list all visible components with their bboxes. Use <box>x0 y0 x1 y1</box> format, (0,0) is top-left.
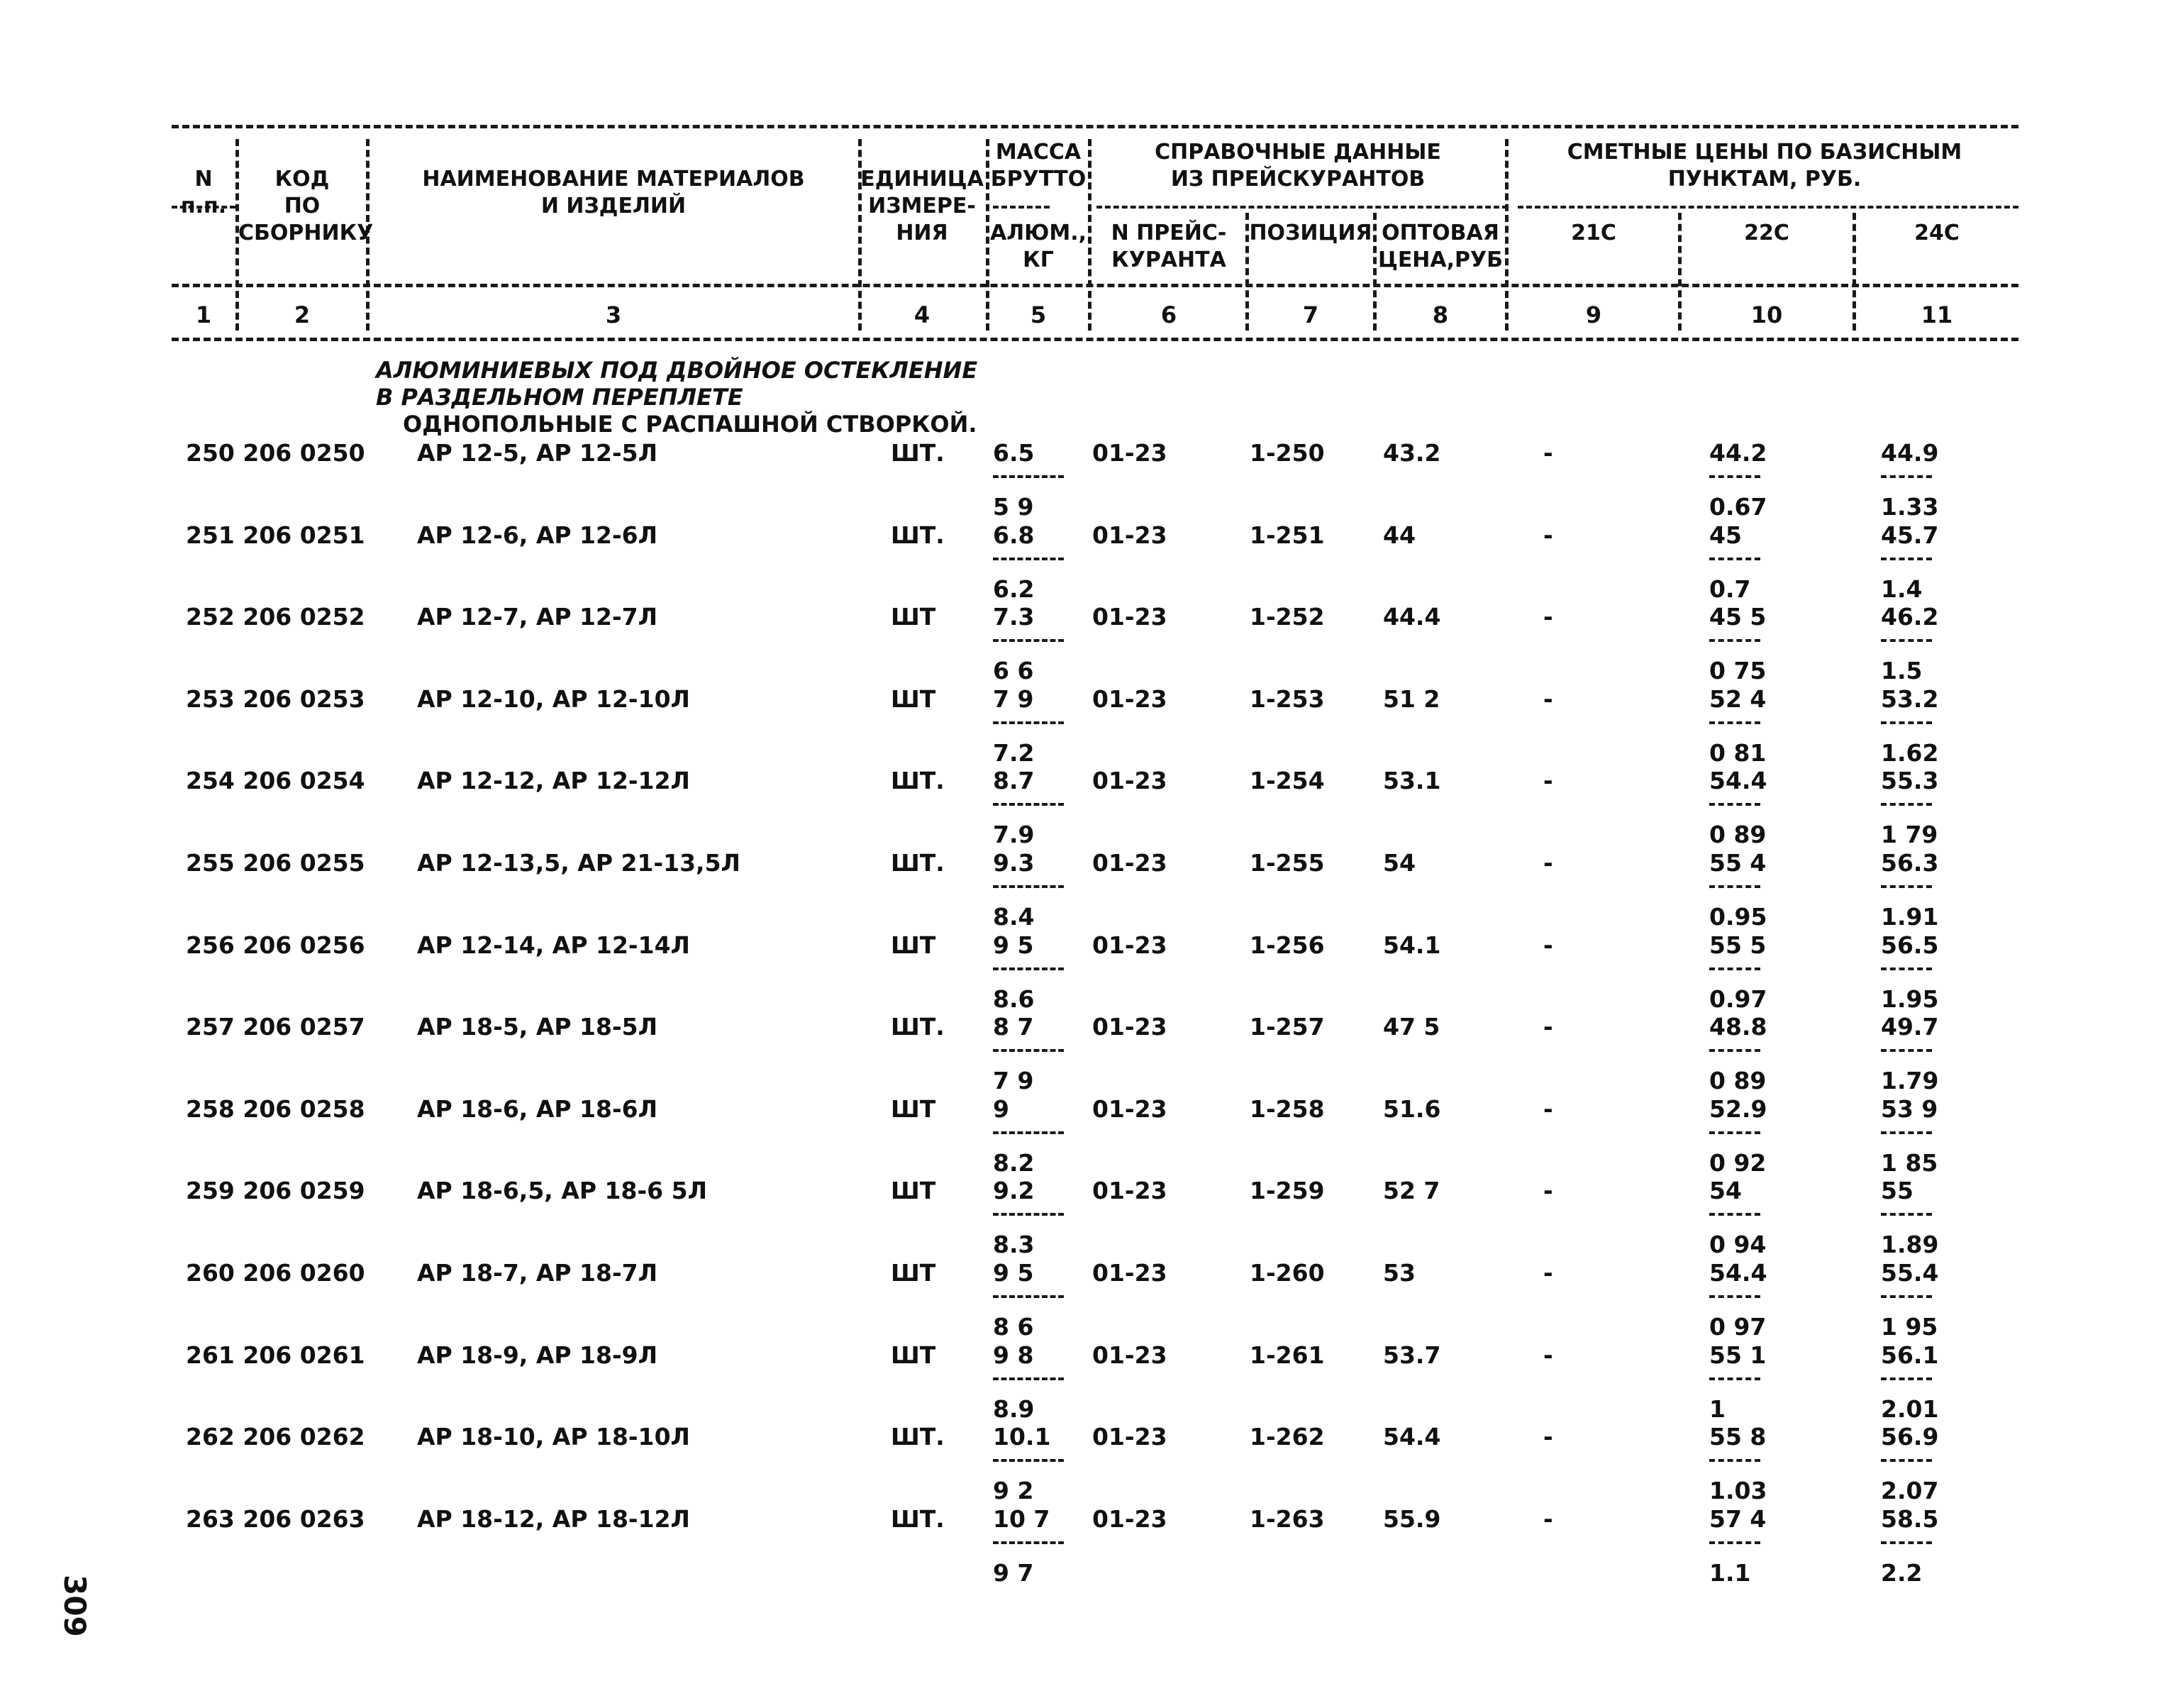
price-24c: 56.3 <box>1881 849 1939 877</box>
item-unit: ШТ <box>891 1177 936 1204</box>
col-header-21c: 21С <box>1571 221 1616 245</box>
price-22c-separator <box>1709 967 1760 970</box>
col-header-position: ПОЗИЦИЯ <box>1249 221 1372 245</box>
item-code: 256 206 0256 <box>186 931 365 959</box>
price-list-number: 01-23 <box>1092 1095 1167 1123</box>
item-code: 253 206 0253 <box>186 685 365 713</box>
price-22c-separator <box>1709 558 1760 560</box>
price-22c-separator <box>1709 1049 1760 1052</box>
wholesale-price: 53.1 <box>1383 767 1441 794</box>
price-list-number: 01-23 <box>1092 1259 1167 1287</box>
header-vrule <box>1088 139 1092 331</box>
price-22c-extra: 1.03 <box>1709 1477 1767 1504</box>
price-22c: 52.9 <box>1709 1095 1767 1123</box>
wholesale-price: 54 <box>1383 849 1416 877</box>
item-code: 252 206 0252 <box>186 603 365 631</box>
price-24c-extra: 1 95 <box>1881 1313 1938 1341</box>
price-24c-separator <box>1881 721 1932 724</box>
mass-aluminium: 8.4 <box>993 903 1035 931</box>
price-list-position: 1-251 <box>1250 521 1325 549</box>
wholesale-price: 51.6 <box>1383 1095 1441 1123</box>
mass-separator <box>993 721 1064 724</box>
price-22c: 54.4 <box>1709 1259 1767 1287</box>
price-22c-separator <box>1709 1541 1760 1544</box>
item-unit: ШТ. <box>891 521 945 549</box>
col-number: 9 <box>1585 301 1602 328</box>
price-22c: 48.8 <box>1709 1013 1767 1041</box>
mass-separator <box>993 1213 1064 1216</box>
price-list-position: 1-253 <box>1250 685 1325 713</box>
price-24c: 55.4 <box>1881 1259 1939 1287</box>
mass-aluminium: 5 9 <box>993 493 1034 521</box>
header-top-rule <box>172 125 2018 128</box>
price-24c-extra: 1.62 <box>1881 739 1939 767</box>
price-list-position: 1-252 <box>1250 603 1325 631</box>
price-24c: 44.9 <box>1881 439 1939 467</box>
price-list-number: 01-23 <box>1092 1505 1167 1533</box>
price-24c-extra: 1 79 <box>1881 821 1938 848</box>
mass-aluminium: 8.2 <box>993 1149 1035 1177</box>
mass-gross: 8 7 <box>993 1013 1034 1041</box>
item-unit: ШТ <box>891 603 936 631</box>
price-list-position: 1-257 <box>1250 1013 1325 1041</box>
item-unit: ШТ. <box>891 439 945 467</box>
col-number: 2 <box>294 301 311 328</box>
wholesale-price: 54.4 <box>1383 1423 1441 1451</box>
price-22c-extra: 0 75 <box>1709 657 1767 684</box>
item-name: АР 18-12, АР 18-12Л <box>417 1505 690 1533</box>
mass-gross: 6.8 <box>993 521 1035 549</box>
price-24c-extra: 1.89 <box>1881 1231 1939 1258</box>
col-header-22c: 22С <box>1744 221 1789 245</box>
item-code: 250 206 0250 <box>186 439 365 467</box>
price-22c-extra: 0.97 <box>1709 985 1767 1013</box>
mass-gross: 9 5 <box>993 931 1034 959</box>
wholesale-price: 43.2 <box>1383 439 1441 467</box>
item-name: АР 18-6, АР 18-6Л <box>417 1095 658 1123</box>
price-21c: - <box>1543 439 1553 467</box>
price-21c: - <box>1543 1341 1553 1369</box>
price-22c-extra: 0.67 <box>1709 493 1767 521</box>
col-number: 1 <box>195 301 212 328</box>
header-vrule <box>1505 139 1509 331</box>
mass-aluminium: 8.6 <box>993 985 1035 1013</box>
mass-separator <box>993 1541 1064 1544</box>
price-24c-extra: 1.95 <box>1881 985 1939 1013</box>
item-name: АР 18-5, АР 18-5Л <box>417 1013 658 1041</box>
mass-aluminium: 8.3 <box>993 1231 1035 1258</box>
mass-gross: 6.5 <box>993 439 1035 467</box>
price-24c-extra: 2.01 <box>1881 1395 1939 1423</box>
mass-aluminium: 6 6 <box>993 657 1034 684</box>
price-24c-extra: 1.5 <box>1881 657 1923 684</box>
price-24c-separator <box>1881 1295 1932 1298</box>
mass-gross: 9 <box>993 1095 1009 1123</box>
price-24c-separator <box>1881 1377 1932 1380</box>
mass-gross: 7.3 <box>993 603 1035 631</box>
price-22c-extra: 0 81 <box>1709 739 1767 767</box>
price-21c: - <box>1543 521 1553 549</box>
price-list-number: 01-23 <box>1092 1341 1167 1369</box>
price-22c-separator <box>1709 1131 1760 1134</box>
mass-gross: 9 5 <box>993 1259 1034 1287</box>
mass-separator <box>993 803 1064 806</box>
item-code: 254 206 0254 <box>186 767 365 794</box>
price-24c-extra: 1.4 <box>1881 575 1923 603</box>
mass-separator <box>993 1377 1064 1380</box>
price-24c: 49.7 <box>1881 1013 1939 1041</box>
price-list-position: 1-259 <box>1250 1177 1325 1204</box>
price-list-position: 1-254 <box>1250 767 1325 794</box>
price-list-position: 1-260 <box>1250 1259 1325 1287</box>
price-24c-separator <box>1881 1131 1932 1134</box>
wholesale-price: 53.7 <box>1383 1341 1441 1369</box>
price-22c-extra: 0 97 <box>1709 1313 1767 1341</box>
price-24c-separator <box>1881 1049 1932 1052</box>
price-22c-separator <box>1709 885 1760 888</box>
col-header-name: НАИМЕНОВАНИЕ МАТЕРИАЛОВ И ИЗДЕЛИЙ <box>422 167 805 218</box>
col-number: 11 <box>1921 301 1953 328</box>
price-22c-separator <box>1709 1213 1760 1216</box>
price-22c-extra: 0 89 <box>1709 821 1767 848</box>
price-list-position: 1-258 <box>1250 1095 1325 1123</box>
price-22c-extra: 0.95 <box>1709 903 1767 931</box>
price-21c: - <box>1543 767 1553 794</box>
price-24c-extra: 1 85 <box>1881 1149 1938 1177</box>
price-22c-extra: 0 89 <box>1709 1067 1767 1094</box>
mass-separator <box>993 639 1064 642</box>
item-unit: ШТ <box>891 1341 936 1369</box>
price-22c: 55 8 <box>1709 1423 1767 1451</box>
price-22c-extra: 0 94 <box>1709 1231 1767 1258</box>
item-name: АР 12-13,5, АР 21-13,5Л <box>417 849 740 877</box>
price-24c: 46.2 <box>1881 603 1939 631</box>
mass-gross: 9 8 <box>993 1341 1034 1369</box>
mass-aluminium: 7 9 <box>993 1067 1034 1094</box>
price-22c-separator <box>1709 1377 1760 1380</box>
col-number: 8 <box>1432 301 1449 328</box>
wholesale-price: 47 5 <box>1383 1013 1440 1041</box>
price-24c-extra: 1.79 <box>1881 1067 1939 1094</box>
item-code: 259 206 0259 <box>186 1177 365 1204</box>
price-list-number: 01-23 <box>1092 1013 1167 1041</box>
item-name: АР 18-7, АР 18-7Л <box>417 1259 658 1287</box>
price-24c-separator <box>1881 558 1932 560</box>
item-unit: ШТ <box>891 1259 936 1287</box>
price-24c-separator <box>1881 885 1932 888</box>
col-number: 3 <box>605 301 622 328</box>
item-unit: ШТ <box>891 931 936 959</box>
price-21c: - <box>1543 1177 1553 1204</box>
header-numbers-rule <box>172 284 2018 287</box>
price-21c: - <box>1543 685 1553 713</box>
mass-aluminium: 6.2 <box>993 575 1035 603</box>
price-list-position: 1-263 <box>1250 1505 1325 1533</box>
price-24c: 55.3 <box>1881 767 1939 794</box>
price-21c: - <box>1543 603 1553 631</box>
price-22c-extra: 0.7 <box>1709 575 1751 603</box>
price-list-position: 1-261 <box>1250 1341 1325 1369</box>
item-code: 261 206 0261 <box>186 1341 365 1369</box>
price-22c-extra: 1.1 <box>1709 1559 1751 1587</box>
price-list-number: 01-23 <box>1092 439 1167 467</box>
price-24c: 53 9 <box>1881 1095 1938 1123</box>
mass-separator <box>993 1049 1064 1052</box>
col-header-mass: МАССА БРУТТО <box>990 140 1087 192</box>
price-24c-separator <box>1881 803 1932 806</box>
price-22c: 55 5 <box>1709 931 1767 959</box>
header-bottom-rule <box>172 338 2018 341</box>
mass-aluminium: 7.2 <box>993 739 1035 767</box>
mass-separator <box>993 558 1064 560</box>
wholesale-price: 44 <box>1383 521 1416 549</box>
price-24c-separator <box>1881 967 1932 970</box>
price-21c: - <box>1543 1013 1553 1041</box>
item-unit: ШТ. <box>891 849 945 877</box>
item-unit: ШТ. <box>891 1423 945 1451</box>
col-header-wholesale: ОПТОВАЯ ЦЕНА,РУБ <box>1377 221 1504 272</box>
price-24c-separator <box>1881 1459 1932 1462</box>
price-list-number: 01-23 <box>1092 931 1167 959</box>
mass-separator <box>993 967 1064 970</box>
price-24c-extra: 2.07 <box>1881 1477 1939 1504</box>
wholesale-price: 51 2 <box>1383 685 1440 713</box>
mass-separator <box>993 885 1064 888</box>
price-list-number: 01-23 <box>1092 685 1167 713</box>
section-subheading: ОДНОПОЛЬНЫЕ С РАСПАШНОЙ СТВОРКОЙ. <box>403 411 977 438</box>
wholesale-price: 53 <box>1383 1259 1416 1287</box>
price-list-position: 1-262 <box>1250 1423 1325 1451</box>
item-name: АР 12-5, АР 12-5Л <box>417 439 658 467</box>
price-24c-extra: 1.91 <box>1881 903 1939 931</box>
col-group-prices: СМЕТНЫЕ ЦЕНЫ ПО БАЗИСНЫМ ПУНКТАМ, РУБ. <box>1567 140 1962 192</box>
price-list-number: 01-23 <box>1092 603 1167 631</box>
price-21c: - <box>1543 1095 1553 1123</box>
price-24c: 45.7 <box>1881 521 1939 549</box>
price-22c: 45 5 <box>1709 603 1767 631</box>
price-24c-separator <box>1881 475 1932 478</box>
ref-group-rule <box>1096 206 1508 209</box>
price-22c: 54 <box>1709 1177 1742 1204</box>
price-22c: 57 4 <box>1709 1505 1767 1533</box>
mass-separator <box>993 1131 1064 1134</box>
price-21c: - <box>1543 931 1553 959</box>
wholesale-price: 52 7 <box>1383 1177 1440 1204</box>
price-24c-separator <box>1881 1541 1932 1544</box>
price-22c-extra: 1 <box>1709 1395 1726 1423</box>
price-21c: - <box>1543 1259 1553 1287</box>
item-code: 251 206 0251 <box>186 521 365 549</box>
item-code: 262 206 0262 <box>186 1423 365 1451</box>
col-header-24c: 24С <box>1914 221 1960 245</box>
price-24c: 56.5 <box>1881 931 1939 959</box>
price-21c: - <box>1543 1423 1553 1451</box>
item-code: 258 206 0258 <box>186 1095 365 1123</box>
mass-gross: 9.3 <box>993 849 1035 877</box>
col-number: 7 <box>1302 301 1319 328</box>
col-header-pricelist: N ПРЕЙС- КУРАНТА <box>1111 221 1227 272</box>
price-list-number: 01-23 <box>1092 849 1167 877</box>
price-21c: - <box>1543 849 1553 877</box>
mass-aluminium: 8.9 <box>993 1395 1035 1423</box>
mass-aluminium: 7.9 <box>993 821 1035 848</box>
wholesale-price: 44.4 <box>1383 603 1441 631</box>
col-header-number: N п.п. <box>180 167 227 218</box>
item-name: АР 12-7, АР 12-7Л <box>417 603 658 631</box>
price-22c-separator <box>1709 1459 1760 1462</box>
col-number: 4 <box>913 301 931 328</box>
price-list-position: 1-255 <box>1250 849 1325 877</box>
price-list-number: 01-23 <box>1092 521 1167 549</box>
mass-gross: 10 7 <box>993 1505 1050 1533</box>
item-code: 263 206 0263 <box>186 1505 365 1533</box>
mass-aluminium: 9 7 <box>993 1559 1034 1587</box>
section-heading-line: АЛЮМИНИЕВЫХ ПОД ДВОЙНОЕ ОСТЕКЛЕНИЕ <box>376 357 978 384</box>
mass-aluminium: 8 6 <box>993 1313 1034 1341</box>
price-24c: 53.2 <box>1881 685 1939 713</box>
mass-gross: 9.2 <box>993 1177 1035 1204</box>
price-21c: - <box>1543 1505 1553 1533</box>
price-list-number: 01-23 <box>1092 767 1167 794</box>
item-unit: ШТ. <box>891 767 945 794</box>
item-name: АР 12-10, АР 12-10Л <box>417 685 690 713</box>
mass-separator <box>993 1459 1064 1462</box>
price-list-position: 1-256 <box>1250 931 1325 959</box>
price-22c-separator <box>1709 475 1760 478</box>
item-code: 255 206 0255 <box>186 849 365 877</box>
price-list-number: 01-23 <box>1092 1177 1167 1204</box>
price-22c-separator <box>1709 639 1760 642</box>
price-24c: 56.1 <box>1881 1341 1939 1369</box>
price-24c: 58.5 <box>1881 1505 1939 1533</box>
mass-gross: 8.7 <box>993 767 1035 794</box>
price-22c: 55 4 <box>1709 849 1767 877</box>
price-group-rule <box>1518 206 2018 209</box>
section-heading-line: В РАЗДЕЛЬНОМ ПЕРЕПЛЕТЕ <box>376 384 743 411</box>
mass-gross: 10.1 <box>993 1423 1051 1451</box>
col-group-reference: СПРАВОЧНЫЕ ДАННЫЕ ИЗ ПРЕЙСКУРАНТОВ <box>1155 140 1441 192</box>
price-list-number: 01-23 <box>1092 1423 1167 1451</box>
item-name: АР 18-9, АР 18-9Л <box>417 1341 658 1369</box>
item-unit: ШТ. <box>891 1013 945 1041</box>
price-22c: 44.2 <box>1709 439 1767 467</box>
price-22c-separator <box>1709 1295 1760 1298</box>
item-name: АР 12-12, АР 12-12Л <box>417 767 690 794</box>
wholesale-price: 54.1 <box>1383 931 1441 959</box>
price-24c-separator <box>1881 639 1932 642</box>
col-number: 10 <box>1750 301 1783 328</box>
item-unit: ШТ. <box>891 1505 945 1533</box>
price-24c-extra: 1.33 <box>1881 493 1939 521</box>
price-22c: 54.4 <box>1709 767 1767 794</box>
mass-gross: 7 9 <box>993 685 1034 713</box>
wholesale-price: 55.9 <box>1383 1505 1441 1533</box>
item-name: АР 12-6, АР 12-6Л <box>417 521 658 549</box>
mass-aluminium: 9 2 <box>993 1477 1034 1504</box>
price-list-position: 1-250 <box>1250 439 1325 467</box>
mass-separator <box>993 1295 1064 1298</box>
price-24c: 56.9 <box>1881 1423 1939 1451</box>
price-22c: 52 4 <box>1709 685 1767 713</box>
price-24c: 55 <box>1881 1177 1913 1204</box>
price-24c-extra: 2.2 <box>1881 1559 1923 1587</box>
item-unit: ШТ <box>891 685 936 713</box>
item-name: АР 12-14, АР 12-14Л <box>417 931 690 959</box>
price-24c-separator <box>1881 1213 1932 1216</box>
price-22c-separator <box>1709 803 1760 806</box>
price-22c-separator <box>1709 721 1760 724</box>
item-name: АР 18-10, АР 18-10Л <box>417 1423 690 1451</box>
item-unit: ШТ <box>891 1095 936 1123</box>
item-code: 260 206 0260 <box>186 1259 365 1287</box>
item-name: АР 18-6,5, АР 18-6 5Л <box>417 1177 707 1204</box>
price-22c: 55 1 <box>1709 1341 1767 1369</box>
col-header-unit: ЕДИНИЦА ИЗМЕРЕ- НИЯ <box>860 167 984 245</box>
col-header-mass-unit: АЛЮМ., КГ <box>990 221 1087 272</box>
item-code: 257 206 0257 <box>186 1013 365 1041</box>
col-number: 6 <box>1160 301 1177 328</box>
page-number: 309 <box>57 1575 92 1637</box>
mass-separator <box>993 475 1064 478</box>
mass-divider-rule <box>993 206 1050 209</box>
price-22c: 45 <box>1709 521 1742 549</box>
price-22c-extra: 0 92 <box>1709 1149 1767 1177</box>
col-number: 5 <box>1030 301 1047 328</box>
col-header-code: КОД ПО СБОРНИКУ <box>238 167 374 245</box>
